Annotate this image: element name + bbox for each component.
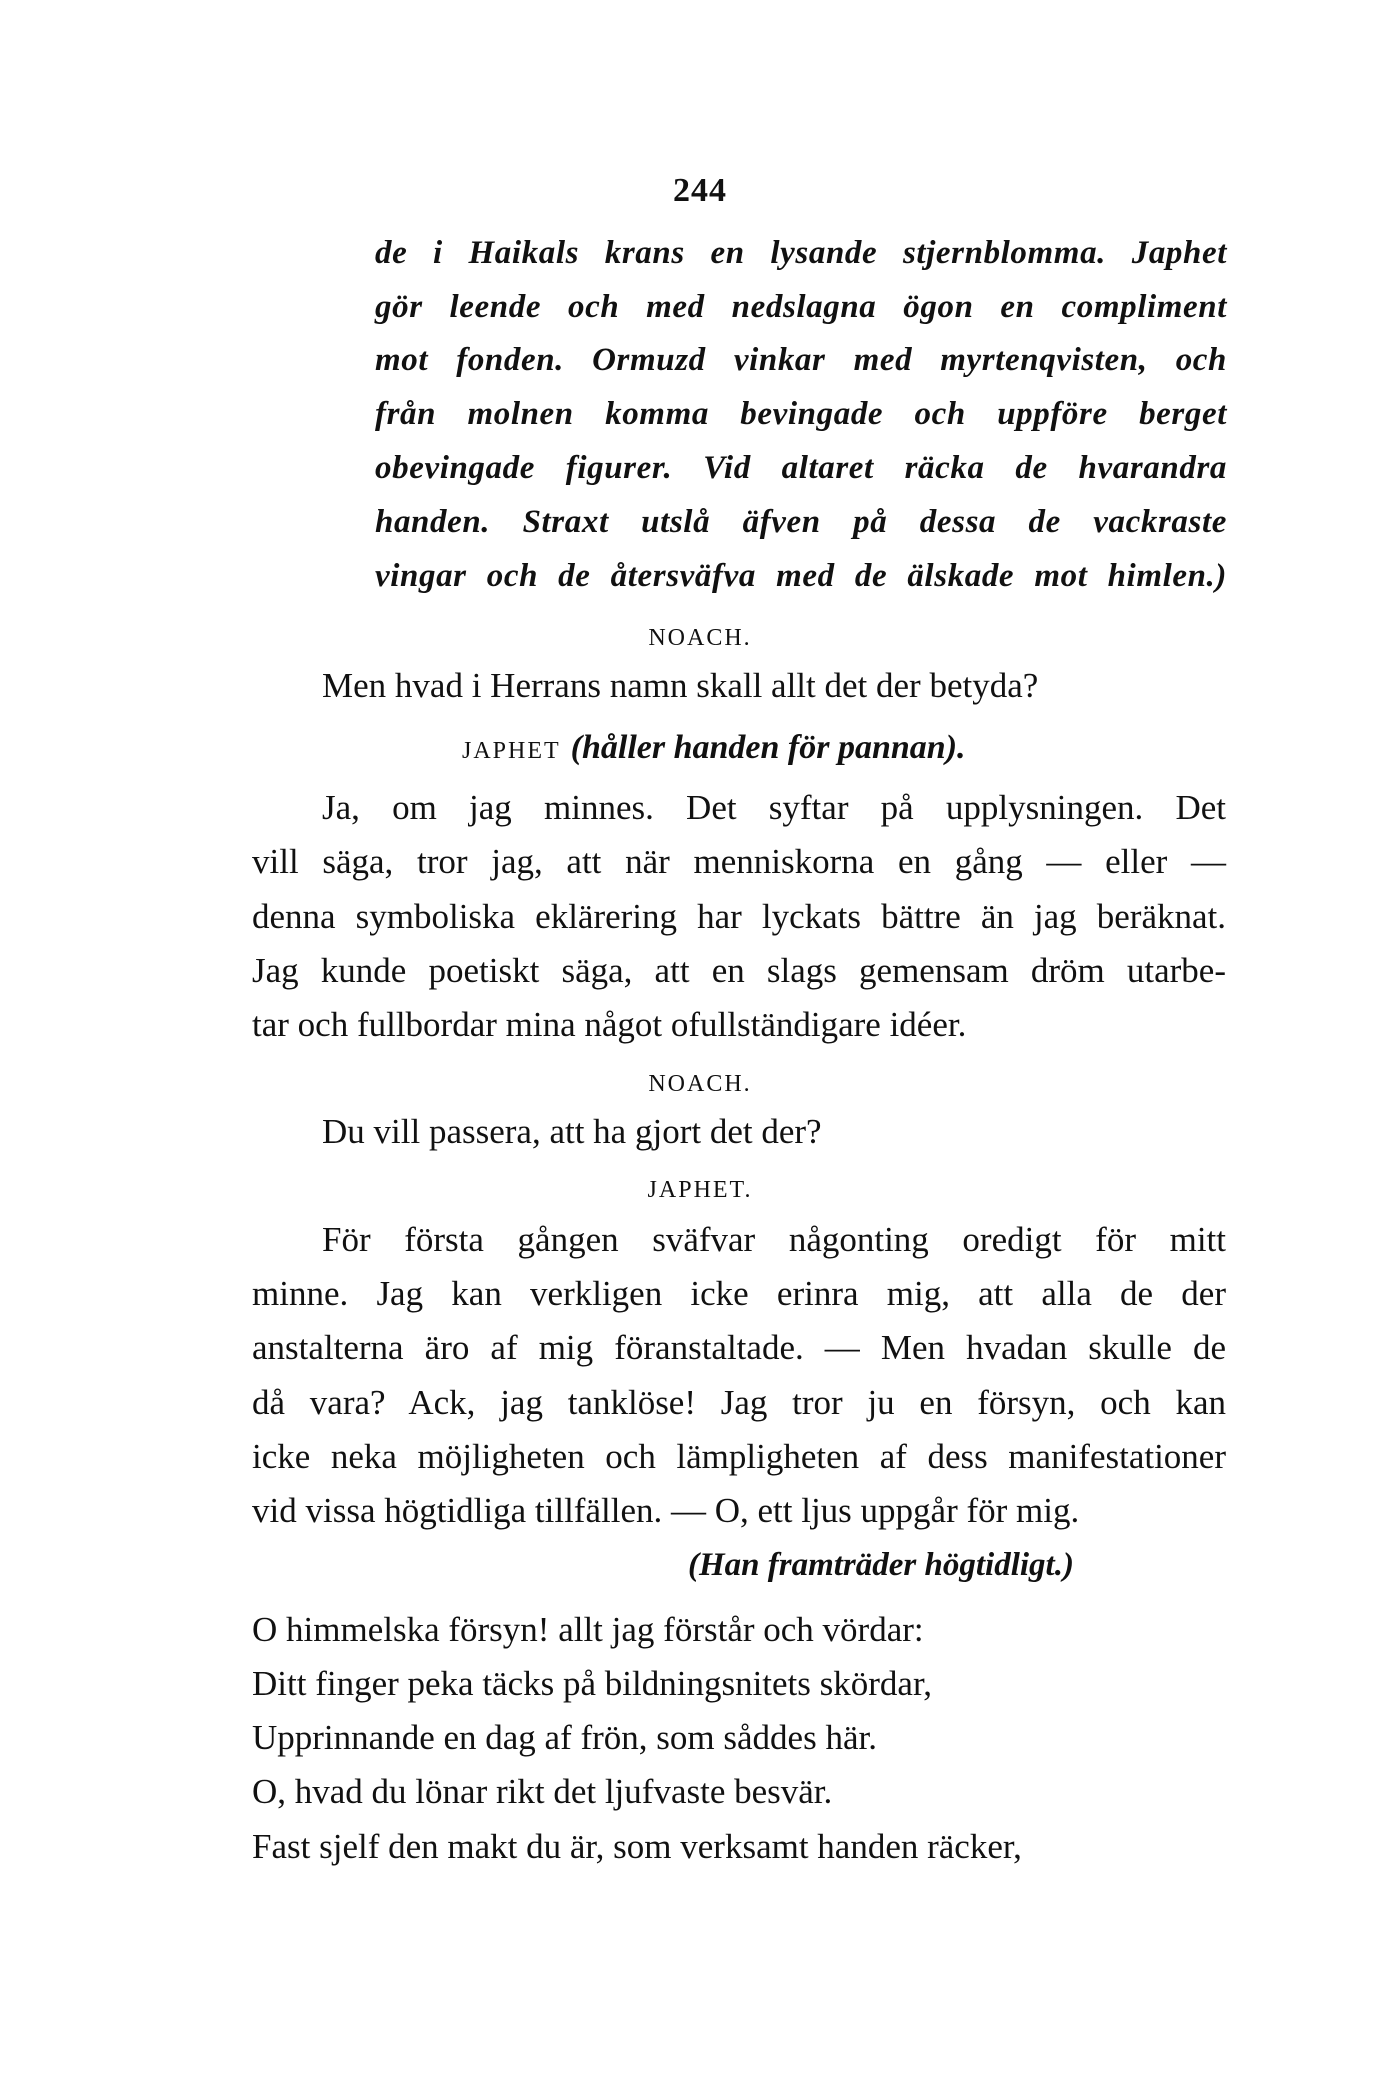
dialogue-line: anstalterna äro af mig föranstaltade. — Men hvadan skulle de: [252, 1328, 1226, 1367]
dialogue-line: då vara? Ack, jag tanklöse! Jag tror ju en försyn, och kan: [252, 1383, 1226, 1422]
stage-direction-line: från molnen komma bevingade och uppföre berget: [375, 396, 1227, 432]
verse-line: O himmelska försyn! allt jag förstår och vördar:: [252, 1610, 924, 1649]
page-number: 244: [673, 172, 727, 209]
dialogue-line: minne. Jag kan verkligen icke erinra mig, att alla de der: [252, 1274, 1226, 1313]
dialogue-line: vid vissa högtidliga tillfällen. — O, ett ljus uppgår för mig.: [252, 1491, 1080, 1530]
dialogue-line: vill säga, tror jag, att när menniskorna en gång — eller —: [252, 842, 1226, 881]
dialogue-line: denna symboliska eklärering har lyckats bättre än jag beräknat.: [252, 897, 1226, 936]
dialogue-line: Men hvad i Herrans namn skall allt det der betyda?: [322, 666, 1039, 705]
stage-direction-line: mot fonden. Ormuzd vinkar med myrtenqvisten, och: [375, 342, 1227, 378]
stage-direction-inline: (håller handen för pannan).: [570, 729, 966, 766]
verse-line: Upprinnande en dag af frön, som såddes här.: [252, 1718, 877, 1757]
stage-direction-line: obevingade figurer. Vid altaret räcka de hvarandra: [375, 450, 1227, 486]
stage-direction-line: de i Haikals krans en lysande stjernblomma. Japhet: [375, 235, 1227, 271]
stage-direction-line: handen. Straxt utslå äfven på dessa de vackraste: [375, 504, 1227, 540]
dialogue-line: För första gången sväfvar någonting oredigt för mitt: [322, 1220, 1226, 1259]
speaker-name: NOACH.: [648, 1071, 752, 1097]
speaker-name: NOACH.: [648, 625, 752, 651]
verse-line: Fast sjelf den makt du är, som verksamt handen räcker,: [252, 1827, 1022, 1866]
dialogue-line: icke neka möjligheten och lämpligheten af dess manifestationer: [252, 1437, 1226, 1476]
dialogue-line: Jag kunde poetiskt säga, att en slags gemensam dröm utarbe-: [252, 951, 1226, 990]
dialogue-line: tar och fullbordar mina något ofullständigare idéer.: [252, 1005, 967, 1044]
dialogue-line: Du vill passera, att ha gjort det der?: [322, 1112, 822, 1151]
speaker-name: JAPHET.: [647, 1177, 753, 1203]
speaker-with-direction: [462, 728, 966, 774]
verse-line: O, hvad du lönar rikt det ljufvaste besvär.: [252, 1772, 833, 1811]
verse-line: Ditt finger peka täcks på bildningsnitets skördar,: [252, 1664, 932, 1703]
stage-direction-inline: (Han framträder högtidligt.): [688, 1547, 1074, 1583]
stage-direction-line: gör leende och med nedslagna ögon en compliment: [375, 289, 1227, 325]
stage-direction-line: vingar och de återsväfva med de älskade mot himlen.): [375, 558, 1227, 594]
dialogue-line: Ja, om jag minnes. Det syftar på upplysningen. Det: [322, 788, 1226, 827]
speaker-name: JAPHET: [462, 738, 561, 764]
